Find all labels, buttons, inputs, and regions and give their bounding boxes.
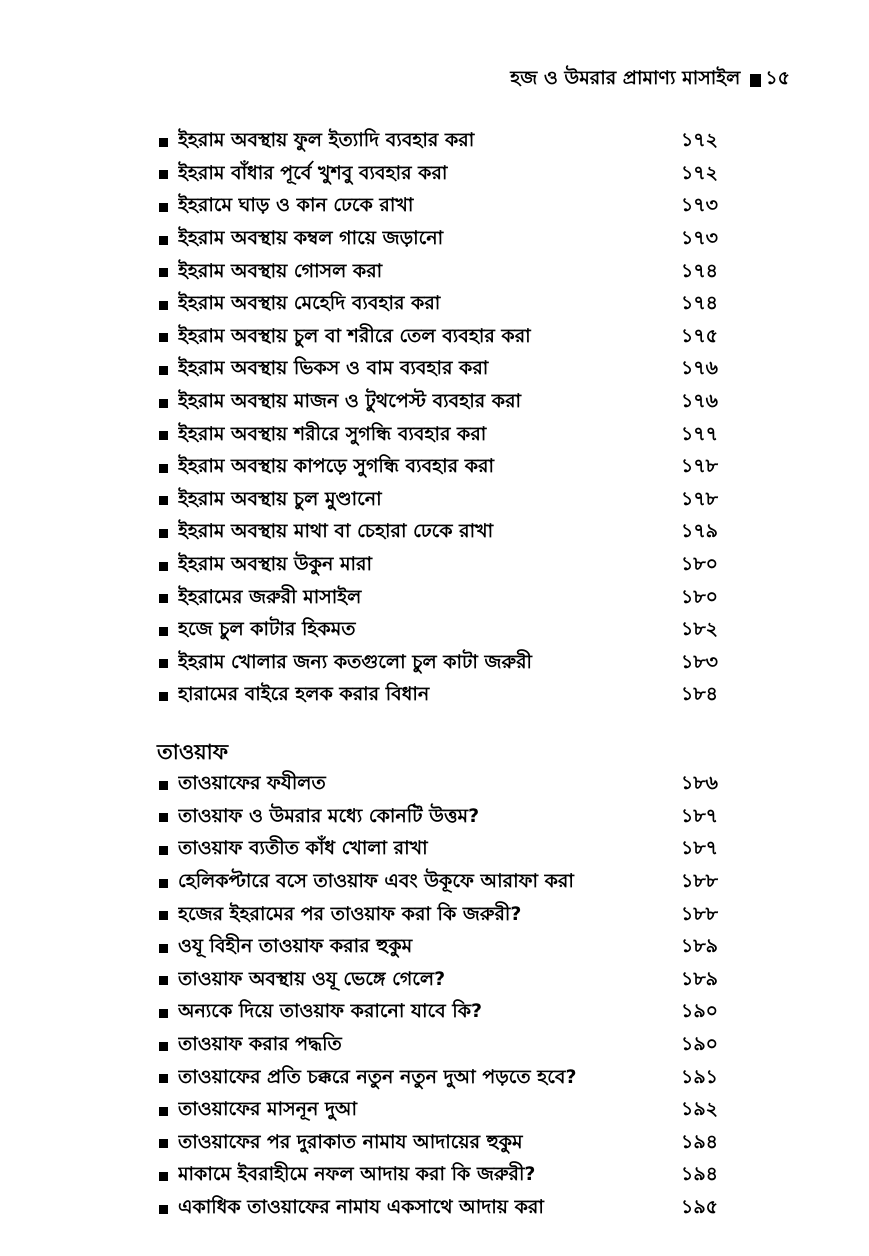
toc-entry — [157, 256, 718, 289]
toc-entry — [157, 769, 718, 802]
square-bullet-icon — [159, 781, 168, 790]
square-bullet-icon — [159, 1139, 168, 1148]
entry-page-number: ১৮০ — [680, 553, 718, 576]
entry-title: ইহরাম অবস্থায় ভিকস ও বাম ব্যবহার করা — [178, 357, 489, 380]
toc-entry — [157, 550, 718, 583]
toc-entry — [157, 517, 718, 550]
toc-entry — [157, 485, 718, 518]
toc-entry — [157, 680, 718, 713]
toc-entry — [157, 354, 718, 387]
square-bullet-icon — [159, 976, 168, 985]
square-bullet-icon — [159, 1107, 168, 1116]
entry-page-number: ১৯৪ — [681, 1163, 718, 1186]
toc-list — [157, 769, 718, 1225]
square-bullet-icon — [159, 1042, 168, 1051]
square-bullet-icon — [159, 627, 168, 636]
toc-entry — [157, 867, 718, 900]
entry-title: ইহরাম অবস্থায় মাজন ও টুথপেস্ট ব্যবহার করা — [178, 390, 522, 413]
square-bullet-icon — [159, 431, 168, 440]
square-bullet-icon — [159, 879, 168, 888]
page-number: ১৫ — [765, 67, 790, 89]
toc-entry — [157, 1062, 718, 1095]
entry-page-number: ১৮৯ — [681, 967, 718, 990]
entry-page-number: ১৯২ — [680, 1098, 718, 1121]
square-bullet-icon — [159, 692, 168, 701]
entry-title: ইহরাম অবস্থায় কম্বল গায়ে জড়ানো — [178, 227, 444, 250]
square-bullet-icon — [159, 333, 168, 342]
entry-page-number: ১৮৮ — [681, 870, 718, 893]
entry-page-number: ১৭৬ — [680, 390, 718, 413]
entry-page-number: ১৮৭ — [680, 804, 718, 827]
square-bullet-icon — [159, 366, 168, 375]
toc-entry — [157, 648, 718, 681]
toc-entry — [157, 452, 718, 485]
toc-entry — [157, 1095, 718, 1128]
entry-title: ইহরাম খোলার জন্য কতগুলো চুল কাটা জরুরী — [178, 650, 532, 673]
entry-page-number: ১৮২ — [680, 618, 718, 641]
entry-page-number: ১৭২ — [680, 129, 718, 152]
entry-page-number: ১৮৭ — [680, 837, 718, 860]
toc-entry — [157, 997, 718, 1030]
entry-title: ইহরাম অবস্থায় মেহেদি ব্যবহার করা — [178, 292, 441, 315]
square-bullet-icon — [159, 944, 168, 953]
square-bullet-icon — [159, 813, 168, 822]
entry-title: মাকামে ইবরাহীমে নফল আদায় করা কি জরুরী? — [178, 1163, 536, 1186]
square-bullet-icon — [159, 562, 168, 571]
toc-entry — [157, 322, 718, 355]
toc-entry — [157, 387, 718, 420]
entry-title: ইহরাম অবস্থায় মাথা বা চেহারা ঢেকে রাখা — [178, 520, 494, 543]
entry-title: হারামের বাইরে হলক করার বিধান — [178, 683, 430, 706]
square-bullet-icon — [159, 170, 168, 179]
entry-title: ইহরামের জরুরী মাসাইল — [178, 585, 362, 608]
entry-page-number: ১৭৩ — [680, 227, 718, 250]
entry-title: তাওয়াফ করার পদ্ধতি — [178, 1033, 342, 1056]
entry-title: ইহরামে ঘাড় ও কান ঢেকে রাখা — [178, 194, 414, 217]
entry-page-number: ১৯৫ — [681, 1196, 718, 1219]
entry-title: ইহরাম অবস্থায় গোসল করা — [178, 259, 383, 282]
toc-entry — [157, 159, 718, 192]
toc-entry — [157, 834, 718, 867]
entry-title: তাওয়াফের মাসনূন দুআ — [178, 1098, 358, 1121]
square-bullet-icon — [159, 399, 168, 408]
entry-page-number: ১৭২ — [680, 161, 718, 184]
entry-title: তাওয়াফ ও উমরার মধ্যে কোনটি উত্তম? — [178, 804, 480, 827]
square-bullet-icon — [159, 659, 168, 668]
square-bullet-icon — [159, 911, 168, 920]
entry-page-number: ১৮০ — [680, 585, 718, 608]
entry-page-number: ১৭৪ — [680, 259, 718, 282]
entry-title: তাওয়াফ ব্যতীত কাঁধ খোলা রাখা — [178, 837, 428, 860]
entry-page-number: ১৭৭ — [680, 422, 718, 445]
toc-entry — [157, 126, 718, 159]
entry-page-number: ১৭৪ — [680, 292, 718, 315]
entry-page-number: ১৯১ — [681, 1065, 718, 1088]
toc-entry — [157, 1160, 718, 1193]
entry-page-number: ১৮৮ — [681, 902, 718, 925]
toc-entry — [157, 965, 718, 998]
running-header — [510, 64, 790, 96]
toc-entry — [157, 802, 718, 835]
square-bullet-icon — [159, 203, 168, 212]
entry-page-number: ১৮৯ — [681, 935, 718, 958]
entry-page-number: ১৯৪ — [681, 1130, 718, 1153]
entry-page-number: ১৯০ — [680, 1033, 718, 1056]
square-bullet-icon — [159, 1009, 168, 1018]
entry-title: তাওয়াফের ফযীলত — [178, 772, 326, 795]
square-bullet-icon — [159, 1172, 168, 1181]
entry-title: ইহরাম অবস্থায় চুল বা শরীরে তেল ব্যবহার করা — [178, 324, 531, 347]
entry-title: অন্যকে দিয়ে তাওয়াফ করানো যাবে কি? — [178, 1000, 483, 1023]
square-bullet-icon — [159, 846, 168, 855]
toc-entry — [157, 191, 718, 224]
entry-page-number: ১৭৮ — [680, 487, 718, 510]
toc-entry — [157, 615, 718, 648]
entry-title: তাওয়াফ অবস্থায় ওযূ ভেঙ্গে গেলে? — [178, 967, 446, 990]
square-bullet-icon — [159, 529, 168, 538]
entry-title: ইহরাম অবস্থায় উকুন মারা — [178, 553, 372, 576]
entry-page-number: ১৯০ — [680, 1000, 718, 1023]
entry-title: হজের ইহরামের পর তাওয়াফ করা কি জরুরী? — [178, 902, 522, 925]
toc-entry — [157, 1030, 718, 1063]
toc-entry — [157, 419, 718, 452]
entry-title: হজে চুল কাটার হিকমত — [178, 618, 356, 641]
entry-title: ইহরাম অবস্থায় শরীরে সুগন্ধি ব্যবহার করা — [178, 422, 487, 445]
square-bullet-icon — [159, 1205, 168, 1214]
entry-title: তাওয়াফের পর দুরাকাত নামায আদায়ের হুকুম — [178, 1130, 523, 1153]
entry-title: ইহরাম অবস্থায় ফুল ইত্যাদি ব্যবহার করা — [178, 129, 475, 152]
entry-title: ইহরাম বাঁধার পূর্বে খুশবু ব্যবহার করা — [178, 161, 448, 184]
square-bullet-icon — [159, 301, 168, 310]
toc-entry — [157, 289, 718, 322]
entry-page-number: ১৭৮ — [680, 455, 718, 478]
entry-title: একাধিক তাওয়াফের নামায একসাথে আদায় করা — [178, 1196, 544, 1219]
square-bullet-icon — [159, 236, 168, 245]
toc-ihram-section — [157, 126, 718, 713]
square-bullet-icon — [159, 1074, 168, 1083]
entry-page-number: ১৭৬ — [680, 357, 718, 380]
entry-page-number: ১৭৩ — [680, 194, 718, 217]
square-bullet-icon — [159, 496, 168, 505]
square-bullet-icon — [159, 138, 168, 147]
toc-entry — [157, 224, 718, 257]
entry-title: ওযূ বিহীন তাওয়াফ করার হুকুম — [178, 935, 413, 958]
entry-title: তাওয়াফের প্রতি চক্করে নতুন নতুন দুআ পড়তে হবে? — [178, 1065, 577, 1088]
entry-title: ইহরাম অবস্থায় কাপড়ে সুগন্ধি ব্যবহার করা — [178, 455, 494, 478]
section-heading: তাওয়াফ — [157, 740, 229, 764]
toc-entry — [157, 1128, 718, 1161]
entry-title: ইহরাম অবস্থায় চুল মুণ্ডানো — [178, 487, 382, 510]
entry-page-number: ১৮৪ — [681, 683, 718, 706]
entry-page-number: ১৮৩ — [680, 650, 718, 673]
entry-page-number: ১৭৯ — [680, 520, 718, 543]
toc-entry — [157, 1193, 718, 1226]
entry-title: হেলিকপ্টারে বসে তাওয়াফ এবং উকূফে আরাফা করা — [178, 870, 574, 893]
entry-page-number: ১৮৬ — [680, 772, 718, 795]
square-bullet-icon — [159, 268, 168, 277]
square-bullet-icon — [159, 464, 168, 473]
square-bullet-icon — [750, 74, 761, 87]
entry-page-number: ১৭৫ — [680, 324, 718, 347]
toc-entry — [157, 932, 718, 965]
book-title: হজ ও উমরার প্রামাণ্য মাসাইল — [510, 67, 741, 89]
toc-tawaf-section — [157, 735, 718, 1225]
square-bullet-icon — [159, 594, 168, 603]
toc-entry — [157, 582, 718, 615]
toc-entry — [157, 899, 718, 932]
